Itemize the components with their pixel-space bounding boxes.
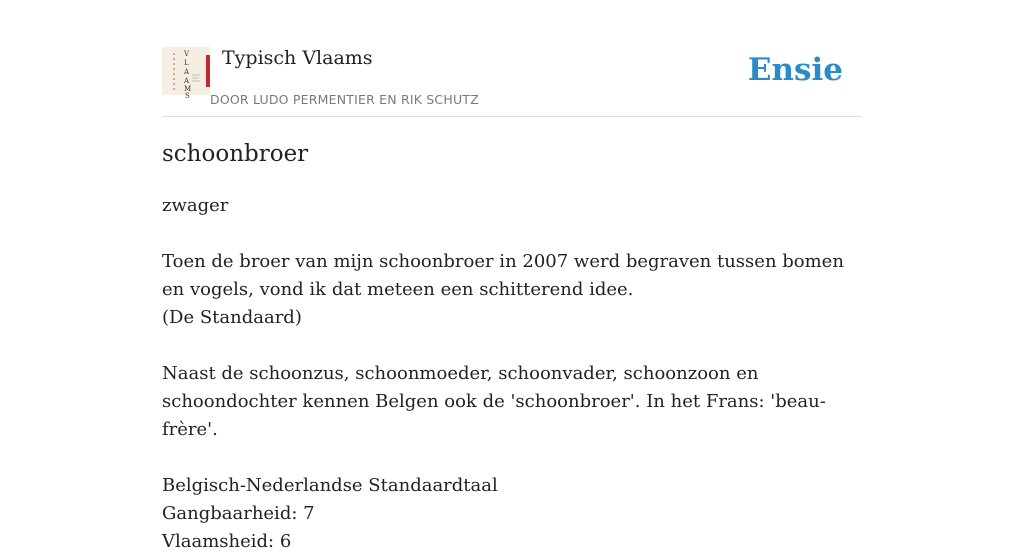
- entry-vlaamsheid: Vlaamsheid: 6: [162, 531, 292, 552]
- entry-term: schoonbroer: [162, 141, 309, 167]
- entry-standard: Belgisch-Nederlandse Standaardtaal: [162, 475, 498, 496]
- entry-gangbaarheid: Gangbaarheid: 7: [162, 503, 315, 524]
- entry-source: (De Standaard): [162, 307, 302, 328]
- vlaams-logo-icon[interactable]: [162, 47, 210, 100]
- entry-example: Toen de broer van mijn schoonbroer in 2007 werd begraven tussen bomen en vogels, vond ik dat meteen een schitterend idee.: [162, 251, 844, 300]
- author-byline: DOOR LUDO PERMENTIER EN RIK SCHUTZ: [210, 92, 479, 107]
- entry-meta: [162, 472, 862, 556]
- entry-meaning: zwager: [162, 195, 229, 216]
- logo-letter-m: M: [184, 85, 192, 93]
- logo-letter-s: S: [185, 92, 190, 100]
- ensie-brand-link[interactable]: Ensie: [747, 52, 843, 88]
- blog-title[interactable]: Typisch Vlaams: [222, 47, 373, 69]
- entry-content: [162, 138, 862, 556]
- site-header: [162, 46, 862, 117]
- logo-letter-a1: A: [184, 68, 190, 76]
- logo-letter-a2: A: [184, 77, 190, 85]
- logo-letter-v: V: [184, 50, 190, 58]
- logo-letter-l: L: [184, 59, 189, 67]
- entry-note: Naast de schoonzus, schoonmoeder, schoonvader, schoonzoon en schoondochter kennen Belgen ook de 'schoonbroer'. In het Frans: 'beau-frère'.: [162, 363, 826, 440]
